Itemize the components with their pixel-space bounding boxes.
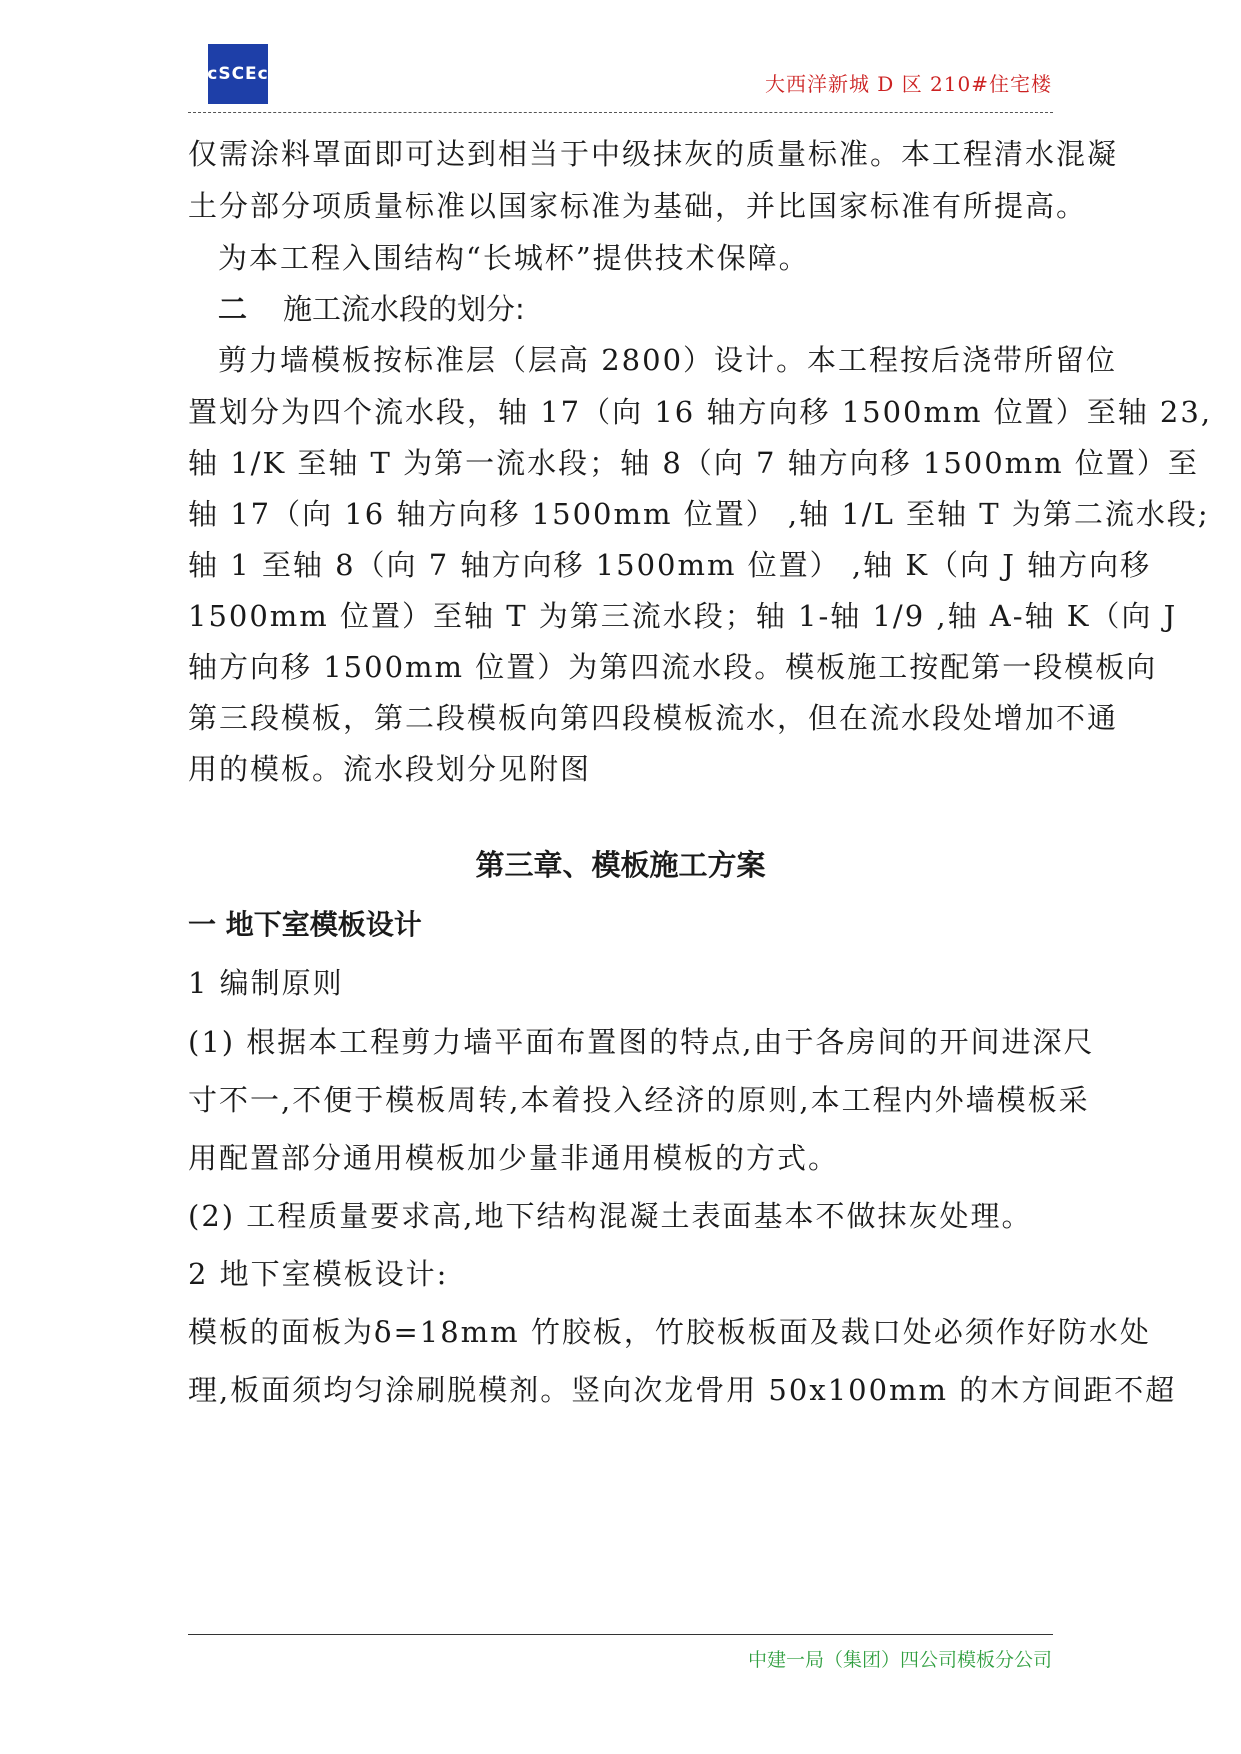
chapter-title: 第三章、模板施工方案	[475, 848, 766, 882]
section2-line-1: 剪力墙模板按标准层（层高 2800）设计。本工程按后浇带所留位	[218, 343, 1118, 377]
sub2-title: 2 地下室模板设计:	[188, 1257, 449, 1291]
sub1-line-2: 寸不一,不便于模板周转,本着投入经济的原则,本工程内外墙模板采	[188, 1083, 1090, 1117]
section2-line-7: 轴方向移 1500mm 位置）为第四流水段。模板施工按配第一段模板向	[188, 650, 1158, 684]
cscec-logo	[208, 44, 268, 104]
section2-line-3: 轴 1/K 至轴 T 为第一流水段；轴 8（向 7 轴方向移 1500mm 位置）至	[188, 446, 1199, 480]
section2-line-9: 用的模板。流水段划分见附图	[188, 752, 592, 786]
section2-line-8: 第三段模板，第二段模板向第四段模板流水，但在流水段处增加不通	[188, 701, 1119, 735]
sub1-title: 1 编制原则	[188, 966, 344, 1000]
section2-title: 施工流水段的划分:	[283, 292, 525, 326]
section2-line-5: 轴 1 至轴 8（向 7 轴方向移 1500mm 位置） ,轴 K（向 J 轴方向移	[188, 548, 1152, 582]
section1-title: 一 地下室模板设计	[188, 908, 422, 941]
section2-heading	[218, 289, 525, 329]
intro-line-3: 为本工程入围结构“长城杯”提供技术保障。	[218, 241, 810, 275]
section2-line-6: 1500mm 位置）至轴 T 为第三流水段；轴 1-轴 1/9 ,轴 A-轴 K（向 J	[188, 599, 1178, 633]
intro-line-1: 仅需涂料罩面即可达到相当于中级抹灰的质量标准。本工程清水混凝	[188, 137, 1119, 171]
sub1-line-3: 用配置部分通用模板加少量非通用模板的方式。	[188, 1141, 840, 1175]
sub1-line-1: (1) 根据本工程剪力墙平面布置图的特点,由于各房间的开间进深尺	[188, 1025, 1095, 1059]
logo-text: cSCEc	[207, 64, 269, 84]
section2-line-4: 轴 17（向 16 轴方向移 1500mm 位置） ,轴 1/L 至轴 T 为第二流水段;	[188, 497, 1210, 531]
sub2-line-1: 模板的面板为δ=18mm 竹胶板，竹胶板板面及裁口处必须作好防水处	[188, 1315, 1151, 1349]
section2-number: 二	[218, 292, 248, 326]
intro-line-2: 土分部分项质量标准以国家标准为基础，并比国家标准有所提高。	[188, 189, 1088, 223]
footer-company: 中建一局（集团）四公司模板分公司	[747, 1649, 1052, 1671]
sub2-line-2: 理,板面须均匀涂刷脱模剂。竖向次龙骨用 50x100mm 的木方间距不超	[188, 1373, 1177, 1407]
sub1-line-4: (2) 工程质量要求高,地下结构混凝土表面基本不做抹灰处理。	[188, 1199, 1033, 1233]
header-divider	[188, 112, 1053, 113]
header-project-title: 大西洋新城 D 区 210#住宅楼	[764, 72, 1052, 96]
footer-divider	[188, 1634, 1053, 1635]
section2-line-2: 置划分为四个流水段，轴 17（向 16 轴方向移 1500mm 位置）至轴 23,	[188, 395, 1213, 429]
